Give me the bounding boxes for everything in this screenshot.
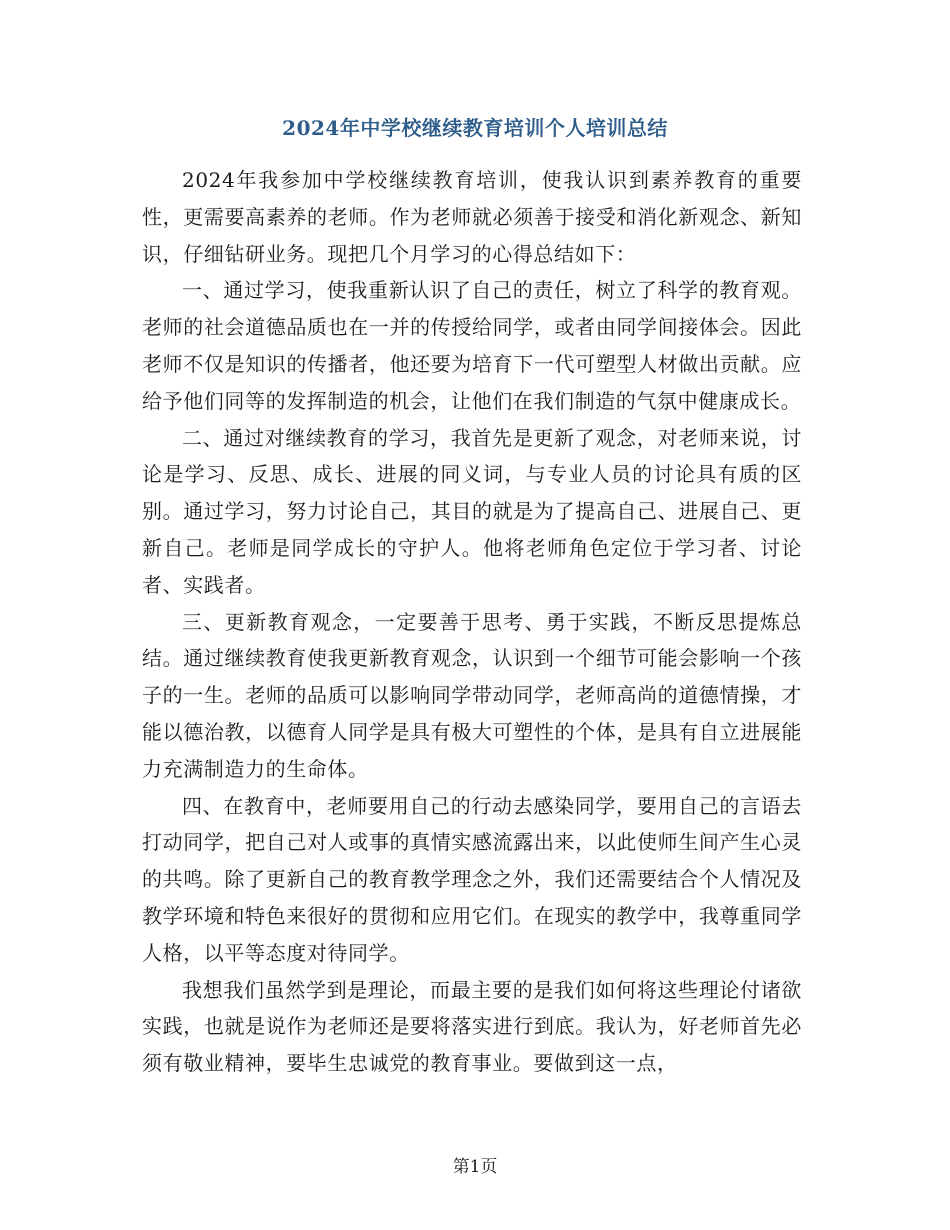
paragraph-point-4: 四、在教育中，老师要用自己的行动去感染同学，要用自己的言语去打动同学，把自己对人或事的真情实感流露出来，以此使师生间产生心灵的共鸣。除了更新自己的教育教学理念之外，我们还需要结合个人情况及教学环境和特色来很好的贯彻和应用它们。在现实的教学中，我尊重同学人格，以平等态度对待同学。 — [142, 793, 802, 965]
paragraph-closing: 我想我们虽然学到是理论，而最主要的是我们如何将这些理论付诸欲实践，也就是说作为老师还是要将落实进行到底。我认为，好老师首先必须有敬业精神，要毕生忠诚党的教育事业。要做到这一点， — [142, 977, 802, 1076]
paragraph-point-2: 二、通过对继续教育的学习，我首先是更新了观念，对老师来说，讨论是学习、反思、成长、进展的同义词，与专业人员的讨论具有质的区别。通过学习，努力讨论自己，其目的就是为了提高自己、进展自己、更新自己。老师是同学成长的守护人。他将老师角色定位于学习者、讨论者、实践者。 — [142, 425, 802, 597]
document-body — [142, 162, 802, 1082]
paragraph-point-1: 一、通过学习，使我重新认识了自己的责任，树立了科学的教育观。老师的社会道德品质也在一并的传授给同学，或者由同学间接体会。因此老师不仅是知识的传播者，他还要为培育下一代可塑型人材做出贡献。应给予他们同等的发挥制造的机会，让他们在我们制造的气氛中健康成长。 — [142, 278, 802, 413]
page-number: 第1页 — [452, 1157, 498, 1177]
paragraph-point-3: 三、更新教育观念，一定要善于思考、勇于实践，不断反思提炼总结。通过继续教育使我更新教育观念，认识到一个细节可能会影响一个孩子的一生。老师的品质可以影响同学带动同学，老师高尚的道德情操，才能以德治教，以德育人同学是具有极大可塑性的个体，是具有自立进展能力充满制造力的生命体。 — [142, 609, 802, 781]
paragraph-intro: 2024年我参加中学校继续教育培训，使我认识到素养教育的重要性，更需要高素养的老师。作为老师就必须善于接受和消化新观念、新知识，仔细钻研业务。现把几个月学习的心得总结如下： — [142, 168, 802, 266]
document-title: 2024年中学校继续教育培训个人培训总结 — [282, 116, 668, 140]
